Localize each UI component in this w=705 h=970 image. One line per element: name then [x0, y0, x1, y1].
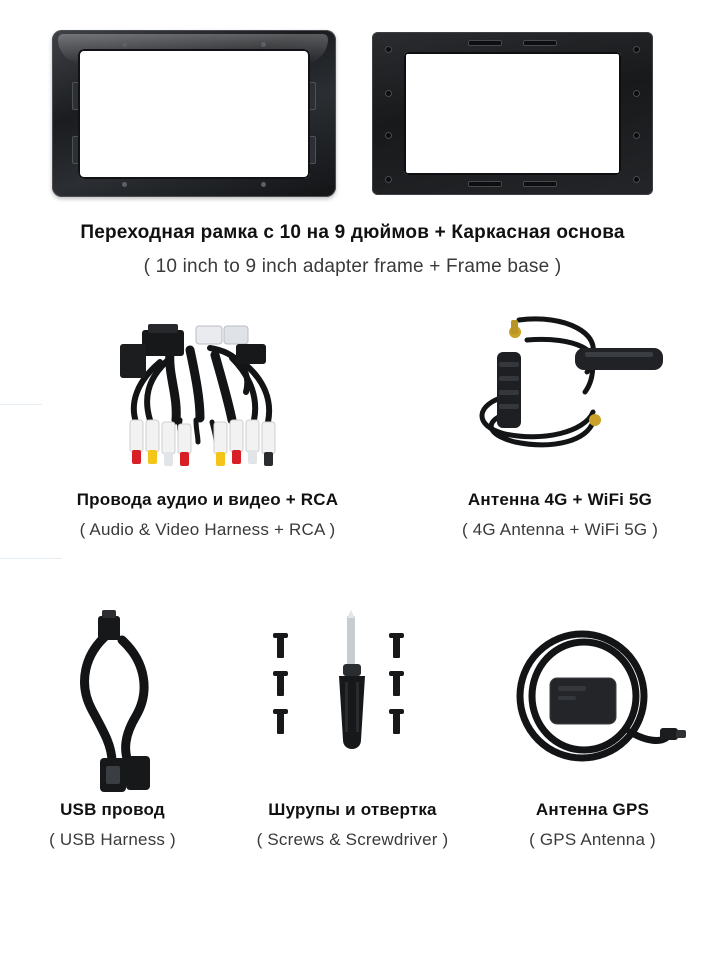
adapter-frame-photo: [52, 30, 336, 197]
audio-video-harness-photo: [0, 300, 415, 490]
usb-harness-title-en: ( USB Harness ): [49, 830, 176, 849]
antenna-drawing: [415, 300, 705, 490]
item-audio-video-harness: [0, 300, 415, 540]
gps-antenna-photo: [480, 600, 705, 800]
antenna-4g-wifi-title-en: ( 4G Antenna + WiFi 5G ): [461, 520, 659, 539]
adapter-frame-images: [0, 0, 705, 200]
item-adapter-frame: [0, 0, 705, 300]
adapter-frame-title-ru: Переходная рамка с 10 на 9 дюймов + Каркасная основа: [80, 222, 625, 243]
frame-base-photo: [372, 32, 653, 195]
screws-screwdriver-title-ru: Шурупы и отвертка: [268, 800, 437, 819]
screwdriver-drawing: [225, 600, 480, 800]
row-usb-screws-gps: [0, 600, 705, 930]
antenna-4g-wifi-title-ru: Антенна 4G + WiFi 5G: [467, 490, 653, 509]
antenna-4g-wifi-photo: [415, 300, 705, 490]
audio-video-harness-title-en: ( Audio & Video Harness + RCA ): [79, 520, 336, 539]
adapter-frame-title-en: ( 10 inch to 9 inch adapter frame + Frame base ): [143, 256, 562, 277]
usb-harness-photo: [0, 600, 225, 800]
usb-cable-drawing: [0, 600, 225, 800]
gps-antenna-drawing: [480, 600, 705, 800]
item-antenna-4g-wifi: [415, 300, 705, 540]
screws-screwdriver-title-en: ( Screws & Screwdriver ): [256, 830, 449, 849]
row-harness-antenna: [0, 300, 705, 600]
decorative-hairline: [0, 558, 62, 559]
usb-harness-title-ru: USB провод: [60, 800, 165, 819]
item-screws-screwdriver: [225, 600, 480, 850]
harness-drawing: [0, 300, 415, 490]
gps-antenna-title-en: ( GPS Antenna ): [529, 830, 656, 849]
item-gps-antenna: [480, 600, 705, 850]
audio-video-harness-title-ru: Провода аудио и видео + RCA: [76, 490, 339, 509]
screws-screwdriver-photo: [225, 600, 480, 800]
item-usb-harness: [0, 600, 225, 850]
gps-antenna-title-ru: Антенна GPS: [535, 800, 650, 819]
